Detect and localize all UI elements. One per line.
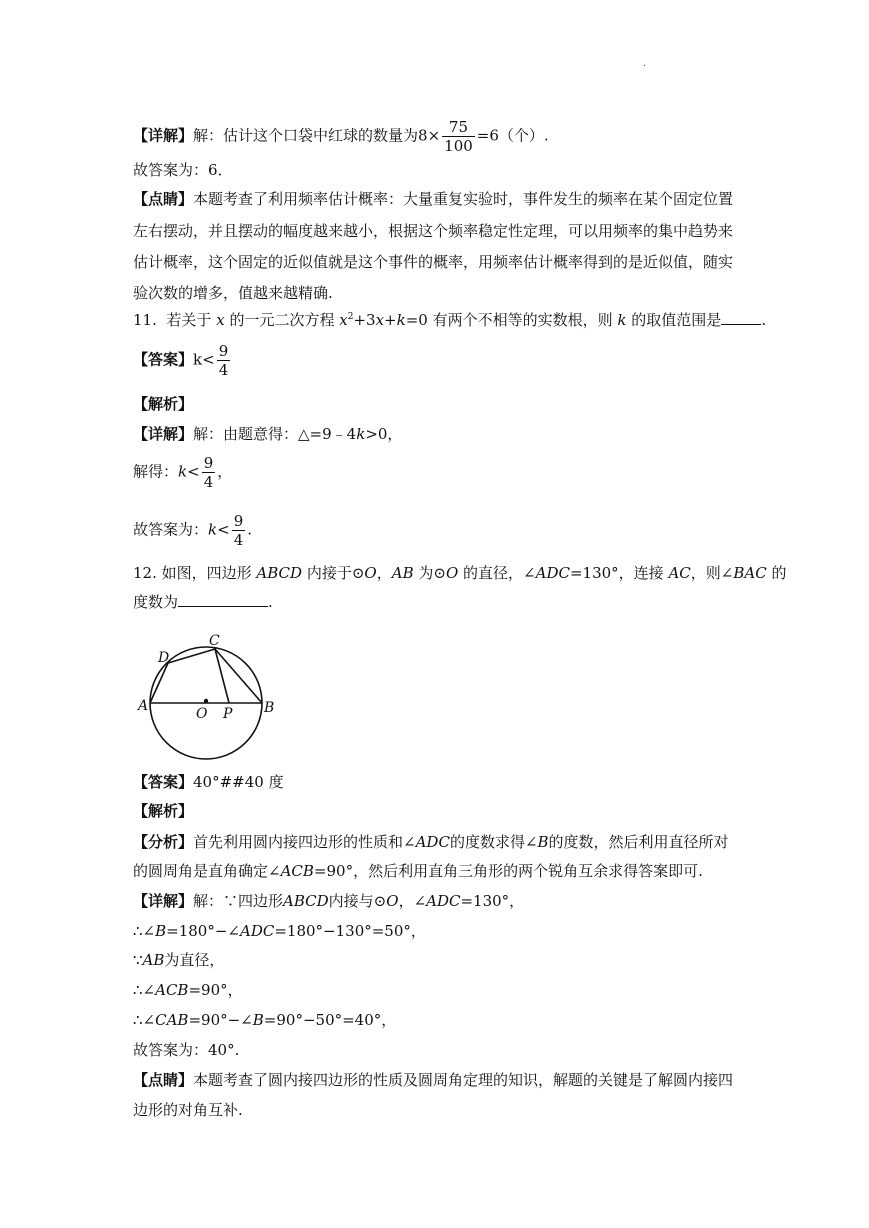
label-o: O: [196, 706, 208, 722]
answer-line-10: 故答案为：6．: [133, 161, 233, 179]
question-11: 11. 若关于 x 的一元二次方程 $x^2+3x+k=0$ 有两个不相等的实数根，则 k 的取值范围是 .: [133, 311, 767, 329]
fraction-9-4: $\frac{9}{4}$: [233, 512, 244, 549]
label-a: A: [138, 698, 149, 714]
q12-answer: 【答案】40°##40 度: [133, 773, 284, 791]
label-c: C: [209, 633, 220, 649]
q12-final: 故答案为：40°.: [133, 1041, 240, 1059]
q12-analysis-line-2: 的圆周角是直角确定∠ACB=90°，然后利用直角三角形的两个锐角互余求得答案即可.: [133, 862, 703, 880]
note-line-3: 估计概率，这个固定的近似值就是这个事件的概率，用频率估计概率得到的是近似值，随实: [133, 253, 734, 271]
question-12-line-2: 度数为 .: [133, 593, 273, 611]
label-b: B: [264, 700, 275, 716]
q12-analysis-line-1: 【分析】首先利用圆内接四边形的性质和∠ADC的度数求得∠B的度数，然后利用直径所对: [133, 833, 729, 851]
q12-note-line-1: 【点睛】本题考查了圆内接四边形的性质及圆周角定理的知识，解题的关键是了解圆内接四: [133, 1071, 734, 1089]
note-line-2: 左右摆动，并且摆动的幅度越来越小，根据这个频率稳定性定理，可以用频率的集中趋势来: [133, 222, 734, 240]
circle-figure: [135, 625, 285, 765]
q12-step-1: ∴∠B=180°−∠ADC=180°−130°=50°，: [133, 922, 426, 940]
detail-paragraph-10: 【详解】解：估计这个口袋中红球的数量为8× $\frac{75}{100}$ =6（个）.: [133, 118, 549, 155]
q11-solve: 解得：k< $\frac{9}{4}$ ，: [133, 454, 233, 491]
fraction-9-4: $\frac{9}{4}$: [218, 342, 229, 379]
answer-blank: [721, 310, 761, 325]
q12-note-line-2: 边形的对角互补.: [133, 1101, 243, 1119]
q11-analysis-heading: 【解析】: [133, 395, 194, 413]
q12-detail: 【详解】解：∵四边形ABCD内接与⊙O，∠ADC=130°，: [133, 892, 525, 910]
fraction-75-100: $\frac{75}{100}$: [444, 118, 473, 155]
label-p: P: [223, 706, 233, 722]
center-point-o: [204, 699, 208, 703]
q12-step-3: ∴∠ACB=90°，: [133, 981, 243, 999]
note-line-1: 【点睛】本题考查了利用频率估计概率：大量重复实验时，事件发生的频率在某个固定位置: [133, 190, 734, 208]
question-12-line-1: 12. 如图，四边形 ABCD 内接于⊙O，AB 为⊙O 的直径，∠ADC=130°，连接 AC，则∠BAC 的: [133, 564, 787, 582]
answer-blank: [178, 592, 268, 607]
q11-answer: 【答案】k< $\frac{9}{4}$: [133, 342, 229, 379]
note-line-4: 验次数的增多，值越来越精确.: [133, 284, 333, 302]
q11-final: 故答案为：k< $\frac{9}{4}$ .: [133, 512, 253, 549]
detail-tag: 【详解】: [133, 126, 194, 145]
q12-step-2: ∵AB为直径，: [133, 951, 225, 969]
label-d: D: [158, 650, 170, 666]
header-mark: .: [643, 58, 647, 69]
q12-step-4: ∴∠CAB=90°−∠B=90°−50°=40°，: [133, 1011, 397, 1029]
fraction-9-4: $\frac{9}{4}$: [203, 454, 214, 491]
q12-analysis-heading: 【解析】: [133, 802, 194, 820]
q11-detail: 【详解】解：由题意得：△=9﹣4k>0，: [133, 425, 403, 443]
